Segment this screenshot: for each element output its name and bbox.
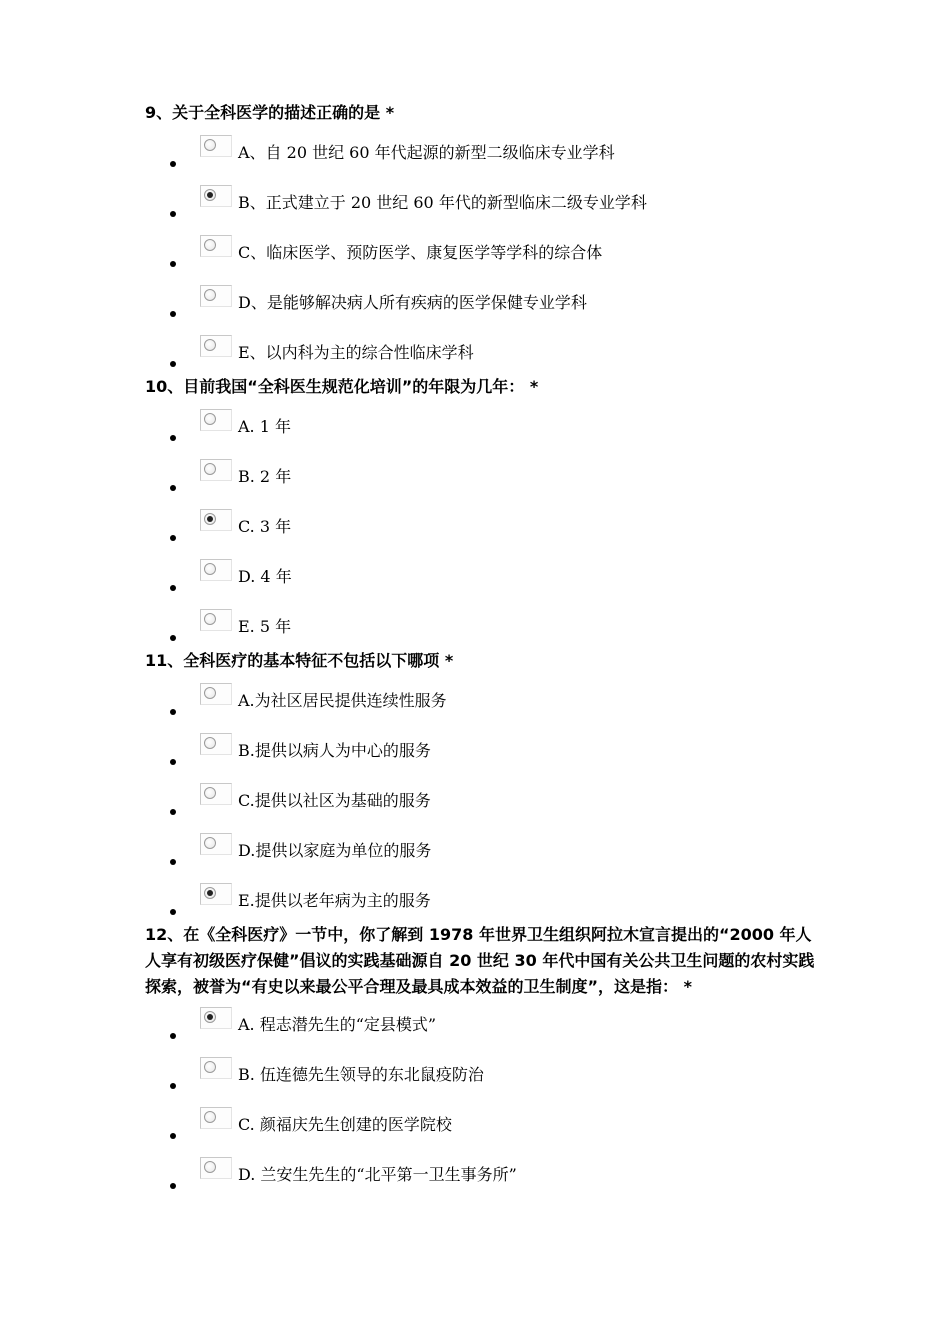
option-9-c[interactable]: [170, 235, 770, 275]
option-label: E、以内科为主的综合性临床学科: [238, 343, 474, 362]
radio-circle-icon: [204, 1161, 216, 1173]
radio-button[interactable]: [200, 135, 232, 157]
option-label: B. 伍连德先生领导的东北鼠疫防治: [238, 1065, 484, 1084]
option-label: C. 3 年: [238, 517, 292, 536]
radio-button[interactable]: [200, 559, 232, 581]
option-label: A、自 20 世纪 60 年代起源的新型二级临床专业学科: [238, 143, 615, 162]
option-9-a[interactable]: [170, 135, 770, 175]
option-label: D、是能够解决病人所有疾病的医学保健专业学科: [238, 293, 587, 312]
bullet-icon: [170, 211, 176, 217]
radio-button[interactable]: [200, 509, 232, 531]
bullet-icon: [170, 859, 176, 865]
question-12: [145, 922, 815, 1000]
radio-button[interactable]: [200, 335, 232, 357]
radio-button[interactable]: [200, 833, 232, 855]
radio-button[interactable]: [200, 185, 232, 207]
bullet-icon: [170, 361, 176, 367]
radio-button[interactable]: [200, 1057, 232, 1079]
radio-circle-icon: [204, 1061, 216, 1073]
bullet-icon: [170, 261, 176, 267]
bullet-icon: [170, 435, 176, 441]
bullet-icon: [170, 635, 176, 641]
question-title: 10、目前我国“全科医生规范化培训”的年限为几年： *: [145, 377, 539, 396]
option-11-c[interactable]: [170, 783, 770, 823]
option-10-e[interactable]: [170, 609, 770, 649]
bullet-icon: [170, 311, 176, 317]
option-label: D. 4 年: [238, 567, 292, 586]
radio-button[interactable]: [200, 409, 232, 431]
radio-button[interactable]: [200, 783, 232, 805]
option-10-a[interactable]: [170, 409, 770, 449]
radio-button[interactable]: [200, 683, 232, 705]
radio-button[interactable]: [200, 285, 232, 307]
option-label: E. 5 年: [238, 617, 292, 636]
option-12-d[interactable]: [170, 1157, 770, 1197]
radio-circle-icon: [204, 1011, 216, 1023]
option-10-d[interactable]: [170, 559, 770, 599]
option-label: C、临床医学、预防医学、康复医学等学科的综合体: [238, 243, 603, 262]
bullet-icon: [170, 535, 176, 541]
option-9-b[interactable]: [170, 185, 770, 225]
radio-button[interactable]: [200, 1157, 232, 1179]
bullet-icon: [170, 759, 176, 765]
radio-circle-icon: [204, 787, 216, 799]
radio-circle-icon: [204, 563, 216, 575]
radio-button[interactable]: [200, 235, 232, 257]
bullet-icon: [170, 1133, 176, 1139]
radio-circle-icon: [204, 887, 216, 899]
radio-circle-icon: [204, 339, 216, 351]
radio-button[interactable]: [200, 883, 232, 905]
option-11-a[interactable]: [170, 683, 770, 723]
radio-button[interactable]: [200, 1007, 232, 1029]
radio-circle-icon: [204, 139, 216, 151]
option-label: B. 2 年: [238, 467, 292, 486]
radio-circle-icon: [204, 737, 216, 749]
bullet-icon: [170, 809, 176, 815]
question-title: 12、在《全科医疗》一节中，你了解到 1978 年世界卫生组织阿拉木宣言提出的“2000 年人人享有初级医疗保健”倡议的实践基础源自 20 世纪 30 年代中国有关公共卫生问题的农村实践探索，被誉为“有史以来最公平合理及最具成本效益的卫生制度”，这是指： *: [145, 925, 815, 996]
option-label: B.提供以病人为中心的服务: [238, 741, 431, 760]
bullet-icon: [170, 485, 176, 491]
question-9: [145, 100, 815, 126]
option-12-c[interactable]: [170, 1107, 770, 1147]
question-10: [145, 374, 815, 400]
option-label: D.提供以家庭为单位的服务: [238, 841, 432, 860]
option-10-c[interactable]: [170, 509, 770, 549]
bullet-icon: [170, 909, 176, 915]
option-11-d[interactable]: [170, 833, 770, 873]
radio-circle-icon: [204, 613, 216, 625]
option-label: D. 兰安生先生的“北平第一卫生事务所”: [238, 1165, 517, 1184]
radio-circle-icon: [204, 513, 216, 525]
bullet-icon: [170, 161, 176, 167]
option-9-d[interactable]: [170, 285, 770, 325]
option-label: A. 1 年: [238, 417, 291, 436]
option-label: A. 程志潜先生的“定县模式”: [238, 1015, 437, 1034]
option-12-b[interactable]: [170, 1057, 770, 1097]
option-label: A.为社区居民提供连续性服务: [238, 691, 447, 710]
option-label: B、正式建立于 20 世纪 60 年代的新型临床二级专业学科: [238, 193, 647, 212]
bullet-icon: [170, 1083, 176, 1089]
bullet-icon: [170, 1183, 176, 1189]
option-11-b[interactable]: [170, 733, 770, 773]
option-9-e[interactable]: [170, 335, 770, 375]
radio-button[interactable]: [200, 1107, 232, 1129]
radio-button[interactable]: [200, 609, 232, 631]
bullet-icon: [170, 585, 176, 591]
radio-circle-icon: [204, 1111, 216, 1123]
option-12-a[interactable]: [170, 1007, 770, 1047]
radio-circle-icon: [204, 687, 216, 699]
question-title: 9、关于全科医学的描述正确的是 *: [145, 103, 395, 122]
radio-circle-icon: [204, 189, 216, 201]
radio-circle-icon: [204, 463, 216, 475]
radio-button[interactable]: [200, 459, 232, 481]
bullet-icon: [170, 709, 176, 715]
option-label: C. 颜福庆先生创建的医学院校: [238, 1115, 452, 1134]
radio-button[interactable]: [200, 733, 232, 755]
radio-circle-icon: [204, 289, 216, 301]
question-11: [145, 648, 815, 674]
option-11-e[interactable]: [170, 883, 770, 923]
bullet-icon: [170, 1033, 176, 1039]
radio-circle-icon: [204, 413, 216, 425]
question-title: 11、全科医疗的基本特征不包括以下哪项 *: [145, 651, 454, 670]
option-10-b[interactable]: [170, 459, 770, 499]
radio-circle-icon: [204, 239, 216, 251]
option-label: C.提供以社区为基础的服务: [238, 791, 431, 810]
radio-circle-icon: [204, 837, 216, 849]
option-label: E.提供以老年病为主的服务: [238, 891, 431, 910]
